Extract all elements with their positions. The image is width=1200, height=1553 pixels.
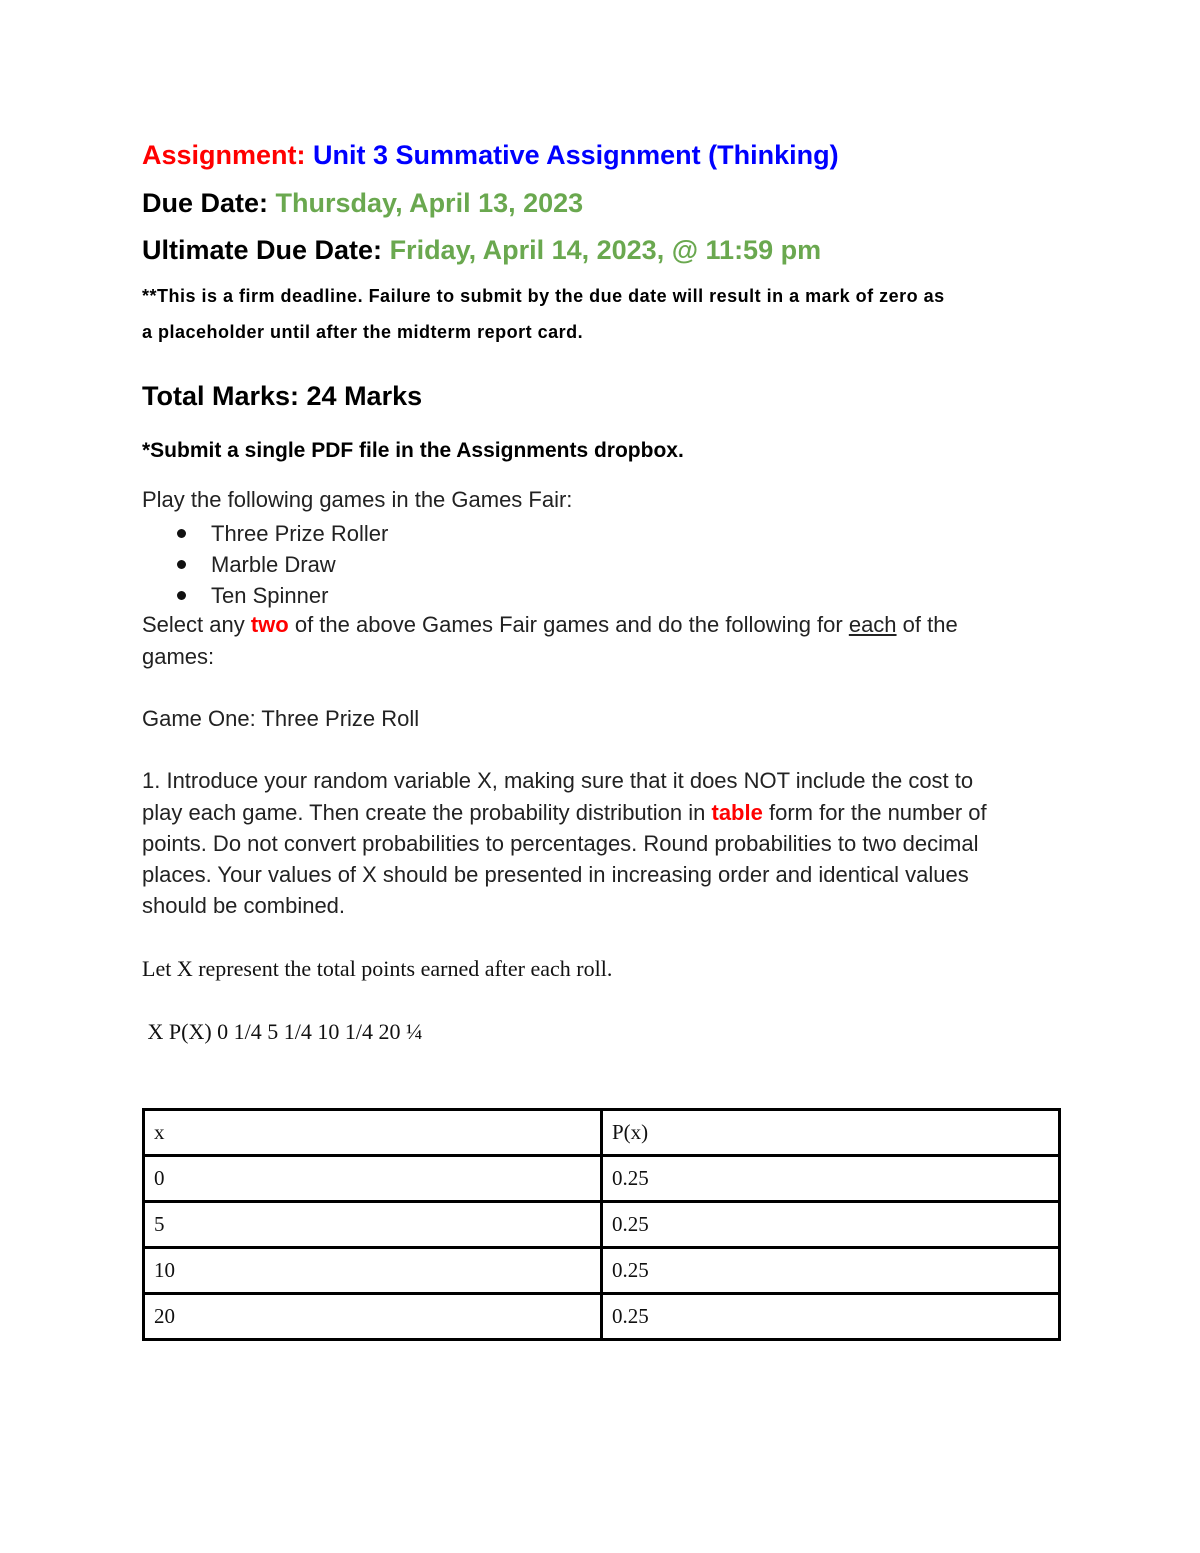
bullet-icon [177, 560, 186, 569]
games-list [176, 518, 388, 611]
list-item [176, 580, 388, 611]
game-name: Three Prize Roller [211, 521, 389, 546]
game-name: Ten Spinner [211, 583, 329, 608]
random-variable-definition: Let X represent the total points earned after each roll. [142, 956, 613, 981]
question1-line1: 1. Introduce your random variable X, making sure that it does NOT include the cost to [142, 768, 974, 793]
table-cell-x: 10 [144, 1248, 602, 1294]
select-instruction-line1 [142, 612, 958, 638]
select-text-part1: Select any [142, 612, 251, 637]
question1-line2 [142, 800, 987, 826]
list-item [176, 518, 388, 549]
table-row [144, 1248, 1060, 1294]
assignment-heading [142, 140, 839, 171]
table-cell-x: 20 [144, 1294, 602, 1340]
ultimate-due-date-label: Ultimate Due Date: [142, 235, 383, 265]
due-date-line [142, 188, 583, 219]
deadline-notice-line2: a placeholder until after the midterm report card. [142, 322, 584, 342]
ultimate-due-date-line [142, 235, 821, 266]
submit-note: *Submit a single PDF file in the Assignments dropbox. [142, 439, 684, 462]
select-instruction-line2: games: [142, 644, 215, 669]
list-item [176, 549, 388, 580]
table-header-x: x [144, 1110, 602, 1156]
question1-line3: points. Do not convert probabilities to percentages. Round probabilities to two decimal [142, 831, 979, 856]
due-date-label: Due Date: [142, 188, 269, 218]
assignment-title: Unit 3 Summative Assignment (Thinking) [313, 140, 839, 170]
probability-distribution-table [142, 1108, 1061, 1341]
table-cell-px: 0.25 [602, 1248, 1060, 1294]
table-row [144, 1294, 1060, 1340]
question1-text-b: form for the number of [762, 800, 987, 825]
due-date-value: Thursday, April 13, 2023 [275, 188, 584, 218]
intro-text: Play the following games in the Games Fair: [142, 487, 573, 512]
select-text-part3: of the [896, 612, 958, 637]
deadline-notice-line1: **This is a firm deadline. Failure to submit by the due date will result in a mark of zero as [142, 286, 945, 306]
table-header-px: P(x) [602, 1110, 1060, 1156]
game-one-heading: Game One: Three Prize Roll [142, 706, 420, 731]
select-text-part2: of the above Games Fair games and do the following for [288, 612, 849, 637]
table-row [144, 1156, 1060, 1202]
table-cell-px: 0.25 [602, 1294, 1060, 1340]
table-row [144, 1202, 1060, 1248]
total-marks: Total Marks: 24 Marks [142, 381, 423, 411]
table-cell-x: 5 [144, 1202, 602, 1248]
question1-line5: should be combined. [142, 893, 346, 918]
ultimate-due-date-value: Friday, April 14, 2023, @ 11:59 pm [389, 235, 822, 265]
distribution-raw-text: X P(X) 0 1/4 5 1/4 10 1/4 20 ¼ [142, 1019, 423, 1044]
select-emphasis-each: each [848, 612, 897, 637]
select-emphasis-two: two [250, 612, 289, 637]
bullet-icon [177, 529, 186, 538]
game-name: Marble Draw [211, 552, 336, 577]
question1-emphasis-table: table [711, 800, 763, 825]
table-cell-x: 0 [144, 1156, 602, 1202]
assignment-label: Assignment: [142, 140, 306, 170]
question1-line4: places. Your values of X should be presented in increasing order and identical values [142, 862, 969, 887]
table-header-row [144, 1110, 1060, 1156]
question1-text-a: play each game. Then create the probability distribution in [142, 800, 712, 825]
table-cell-px: 0.25 [602, 1156, 1060, 1202]
bullet-icon [177, 591, 186, 600]
table-cell-px: 0.25 [602, 1202, 1060, 1248]
